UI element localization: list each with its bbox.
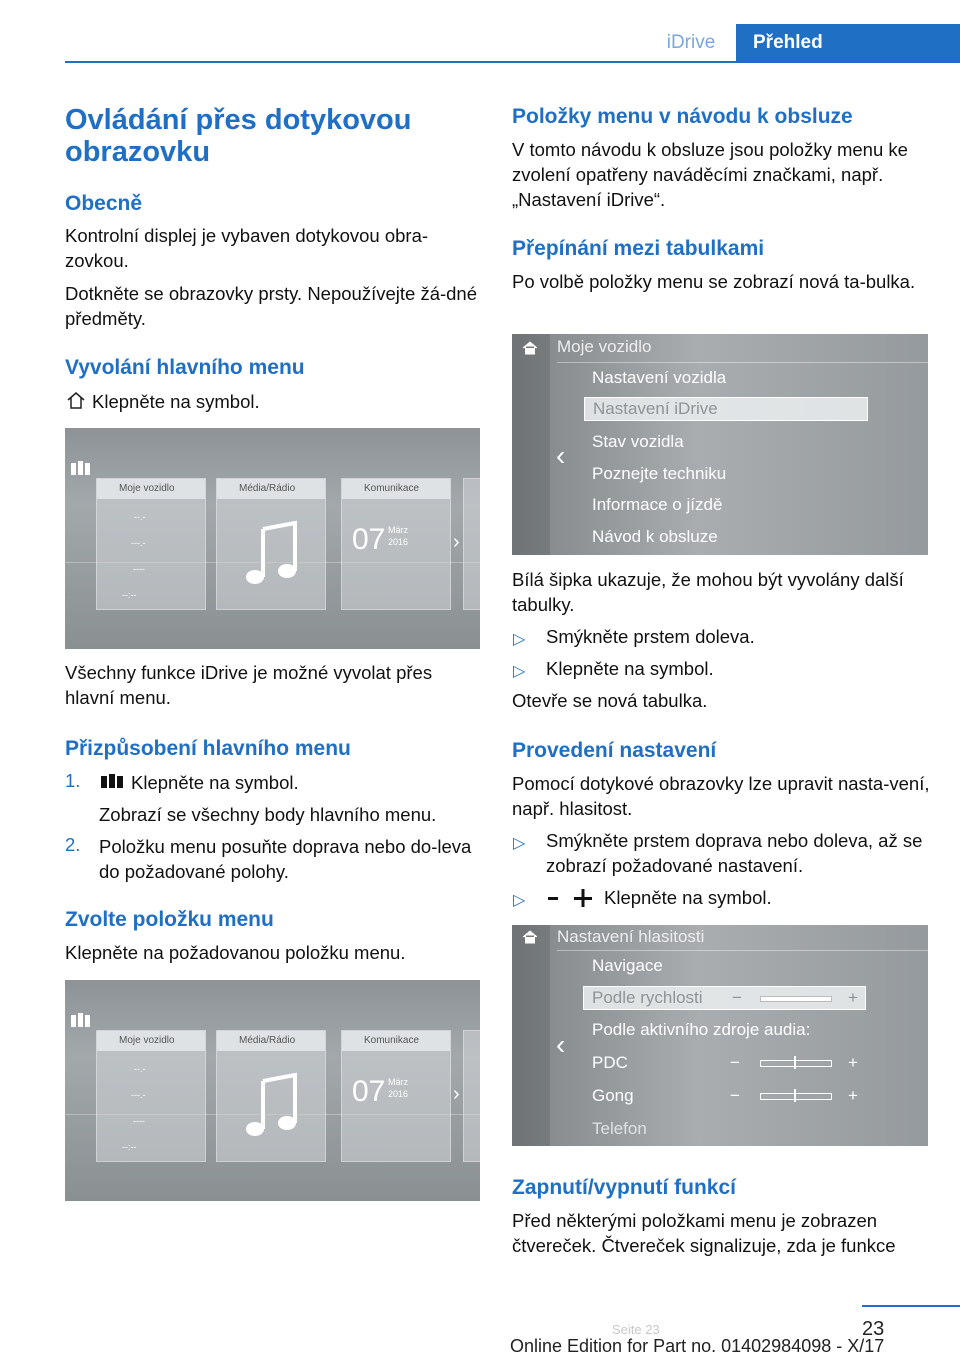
paragraph: Klepněte na požadovanou položku menu.	[65, 942, 406, 963]
menu-item[interactable]: Navigace	[592, 956, 663, 975]
date-day: 07	[352, 1075, 386, 1108]
tile-label: Média/Rádio	[217, 479, 325, 499]
tile-partial[interactable]	[463, 478, 480, 610]
triangle-bullet-icon: ▷	[513, 892, 526, 909]
menu-grid-icon	[70, 460, 92, 476]
paragraph: V tomto návodu k obsluze jsou položky menu ke zvolení opatřeny naváděcími značkami, např. „Nastavení iDrive“.	[512, 139, 908, 210]
triangle-bullet-icon: ▷	[513, 835, 526, 852]
menu-item[interactable]: Nastavení vozidla	[592, 368, 727, 387]
tile-moje-vozidlo[interactable]	[96, 478, 206, 610]
triangle-bullet-icon: ▷	[513, 631, 526, 648]
value: ----	[133, 1116, 145, 1126]
tile-komunikace[interactable]	[341, 478, 451, 610]
value: --:--	[122, 590, 137, 600]
menu-item-label: Podle rychlosti	[592, 988, 703, 1007]
tile-label: Média/Rádio	[217, 1031, 325, 1051]
plus-icon[interactable]: +	[848, 1053, 858, 1072]
left-rail	[512, 925, 550, 1146]
section-heading-select-item: Zvolte položku menu	[65, 908, 274, 931]
chevron-right-icon[interactable]: ›	[453, 1083, 460, 1105]
menu-item[interactable]: Gong	[592, 1086, 634, 1105]
minus-icon[interactable]: −	[732, 988, 742, 1007]
paragraph: Klepněte na symbol.	[546, 658, 714, 679]
menu-item[interactable]: Stav vozidla	[592, 432, 684, 451]
paragraph: Klepněte na symbol.	[92, 391, 260, 412]
tile-label: Moje vozidlo	[97, 479, 205, 499]
tile-media-radio[interactable]	[216, 1030, 326, 1162]
edition-footer: Online Edition for Part no. 01402984098 - X/17	[510, 1336, 885, 1356]
menu-item-selected[interactable]: Nastavení iDrive	[584, 397, 868, 421]
watermark: Seite 23	[612, 1322, 660, 1337]
gong-volume-slider[interactable]	[760, 1093, 832, 1100]
date-day: 07	[352, 523, 386, 556]
value: --.-	[134, 512, 146, 522]
left-rail	[512, 334, 550, 555]
value: ----	[133, 564, 145, 574]
paragraph: Položku menu posuňte doprava nebo do-leva do požadované polohy.	[99, 836, 472, 882]
chevron-left-icon[interactable]: ‹	[556, 1029, 566, 1060]
home-icon	[66, 390, 86, 410]
slider-thumb[interactable]	[794, 1056, 796, 1069]
section-heading-settings: Provedení nastavení	[512, 739, 717, 762]
value: ---.-	[131, 1090, 146, 1100]
date-month: März	[388, 1077, 408, 1087]
pdc-volume-slider[interactable]	[760, 1060, 832, 1067]
date-year: 2016	[388, 1089, 409, 1099]
home-icon[interactable]	[522, 340, 538, 356]
minus-icon[interactable]: −	[730, 1086, 740, 1105]
paragraph: Smýkněte prstem doprava nebo doleva, až se zobrazí požadované nastavení.	[546, 830, 923, 876]
divider	[557, 362, 928, 363]
paragraph: Kontrolní displej je vybaven dotykovou obra-zovkou.	[65, 225, 429, 271]
menu-grid-icon	[100, 773, 124, 789]
paragraph: Po volbě položky menu se zobrazí nová ta-bulka.	[512, 271, 916, 292]
menu-item[interactable]: Poznejte techniku	[592, 464, 727, 483]
music-note-icon	[245, 519, 299, 589]
paragraph: Všechny funkce iDrive je možné vyvolat přes hlavní menu.	[65, 662, 433, 708]
minus-plus-icon	[546, 887, 594, 909]
menu-item-selected[interactable]	[583, 986, 866, 1010]
section-heading-customize-menu: Přizpůsobení hlavního menu	[65, 737, 351, 760]
slider-thumb[interactable]	[794, 1089, 796, 1102]
paragraph: Pomocí dotykové obrazovky lze upravit nasta-vení, např. hlasitost.	[512, 773, 930, 819]
chevron-left-icon[interactable]: ‹	[556, 440, 566, 471]
menu-moje-vozidlo-screenshot	[512, 334, 928, 555]
paragraph: Bílá šipka ukazuje, že mohou být vyvolány další tabulky.	[512, 569, 904, 615]
paragraph: Dotkněte se obrazovky prsty. Nepoužívejte žá-dné předměty.	[65, 283, 478, 329]
paragraph: Před některými položkami menu je zobrazen čtvereček. Čtvereček signalizuje, zda je funkce	[512, 1210, 896, 1256]
minus-icon[interactable]: −	[730, 1053, 740, 1072]
plus-icon[interactable]: +	[848, 1086, 858, 1105]
date-month: März	[388, 525, 408, 535]
paragraph: Otevře se nová tabulka.	[512, 690, 708, 711]
tile-label: Komunikace	[342, 1031, 450, 1051]
menu-title: Moje vozidlo	[557, 337, 652, 356]
section-heading-main-menu: Vyvolání hlavního menu	[65, 356, 305, 379]
main-menu-screenshot	[65, 428, 480, 649]
section-heading-switch-tables: Přepínání mezi tabulkami	[512, 237, 765, 260]
value: ---.-	[131, 538, 146, 548]
date-year: 2016	[388, 537, 409, 547]
header-rule	[65, 61, 960, 63]
triangle-bullet-icon: ▷	[513, 663, 526, 680]
paragraph: Klepněte na symbol.	[604, 887, 772, 908]
speed-volume-slider[interactable]	[760, 996, 832, 1002]
section-heading-obecne: Obecně	[65, 192, 143, 215]
menu-grid-icon	[70, 1012, 92, 1028]
home-icon[interactable]	[522, 929, 538, 945]
main-menu-screenshot-2	[65, 980, 480, 1201]
menu-item[interactable]: Návod k obsluze	[592, 527, 718, 546]
chevron-right-icon[interactable]: ›	[453, 531, 460, 553]
list-number: 1.	[65, 770, 81, 791]
menu-title: Nastavení hlasitosti	[557, 927, 705, 946]
section-heading-toggle-functions: Zapnutí/vypnutí funkcí	[512, 1176, 736, 1199]
value: --.-	[134, 1064, 146, 1074]
paragraph: Zobrazí se všechny body hlavního menu.	[99, 804, 437, 825]
header-tab-idrive: iDrive	[666, 32, 716, 53]
page-title: Ovládání přes dotykovou obrazovku	[65, 104, 412, 168]
paragraph: Klepněte na symbol.	[131, 772, 299, 793]
menu-item[interactable]: Telefon	[592, 1119, 647, 1138]
music-note-icon	[245, 1071, 299, 1141]
section-heading-menu-items: Položky menu v návodu k obsluze	[512, 105, 853, 128]
tile-label: Moje vozidlo	[97, 1031, 205, 1051]
header-tab-prehled: Přehled	[736, 24, 960, 61]
value: --:--	[122, 1142, 137, 1152]
list-number: 2.	[65, 834, 81, 855]
divider	[557, 950, 928, 951]
menu-item: Podle aktivního zdroje audia:	[592, 1020, 811, 1039]
page-number: 23	[862, 1318, 885, 1340]
footer-rule	[862, 1305, 960, 1307]
menu-volume-screenshot	[512, 925, 928, 1146]
tile-label: Komunikace	[342, 479, 450, 499]
tile-moje-vozidlo[interactable]	[96, 1030, 206, 1162]
paragraph: Smýkněte prstem doleva.	[546, 626, 755, 647]
tile-komunikace[interactable]	[341, 1030, 451, 1162]
menu-item[interactable]: PDC	[592, 1053, 628, 1072]
tile-media-radio[interactable]	[216, 478, 326, 610]
menu-item[interactable]: Informace o jízdě	[592, 495, 723, 514]
plus-icon[interactable]: +	[848, 988, 858, 1007]
tile-partial[interactable]	[463, 1030, 480, 1162]
